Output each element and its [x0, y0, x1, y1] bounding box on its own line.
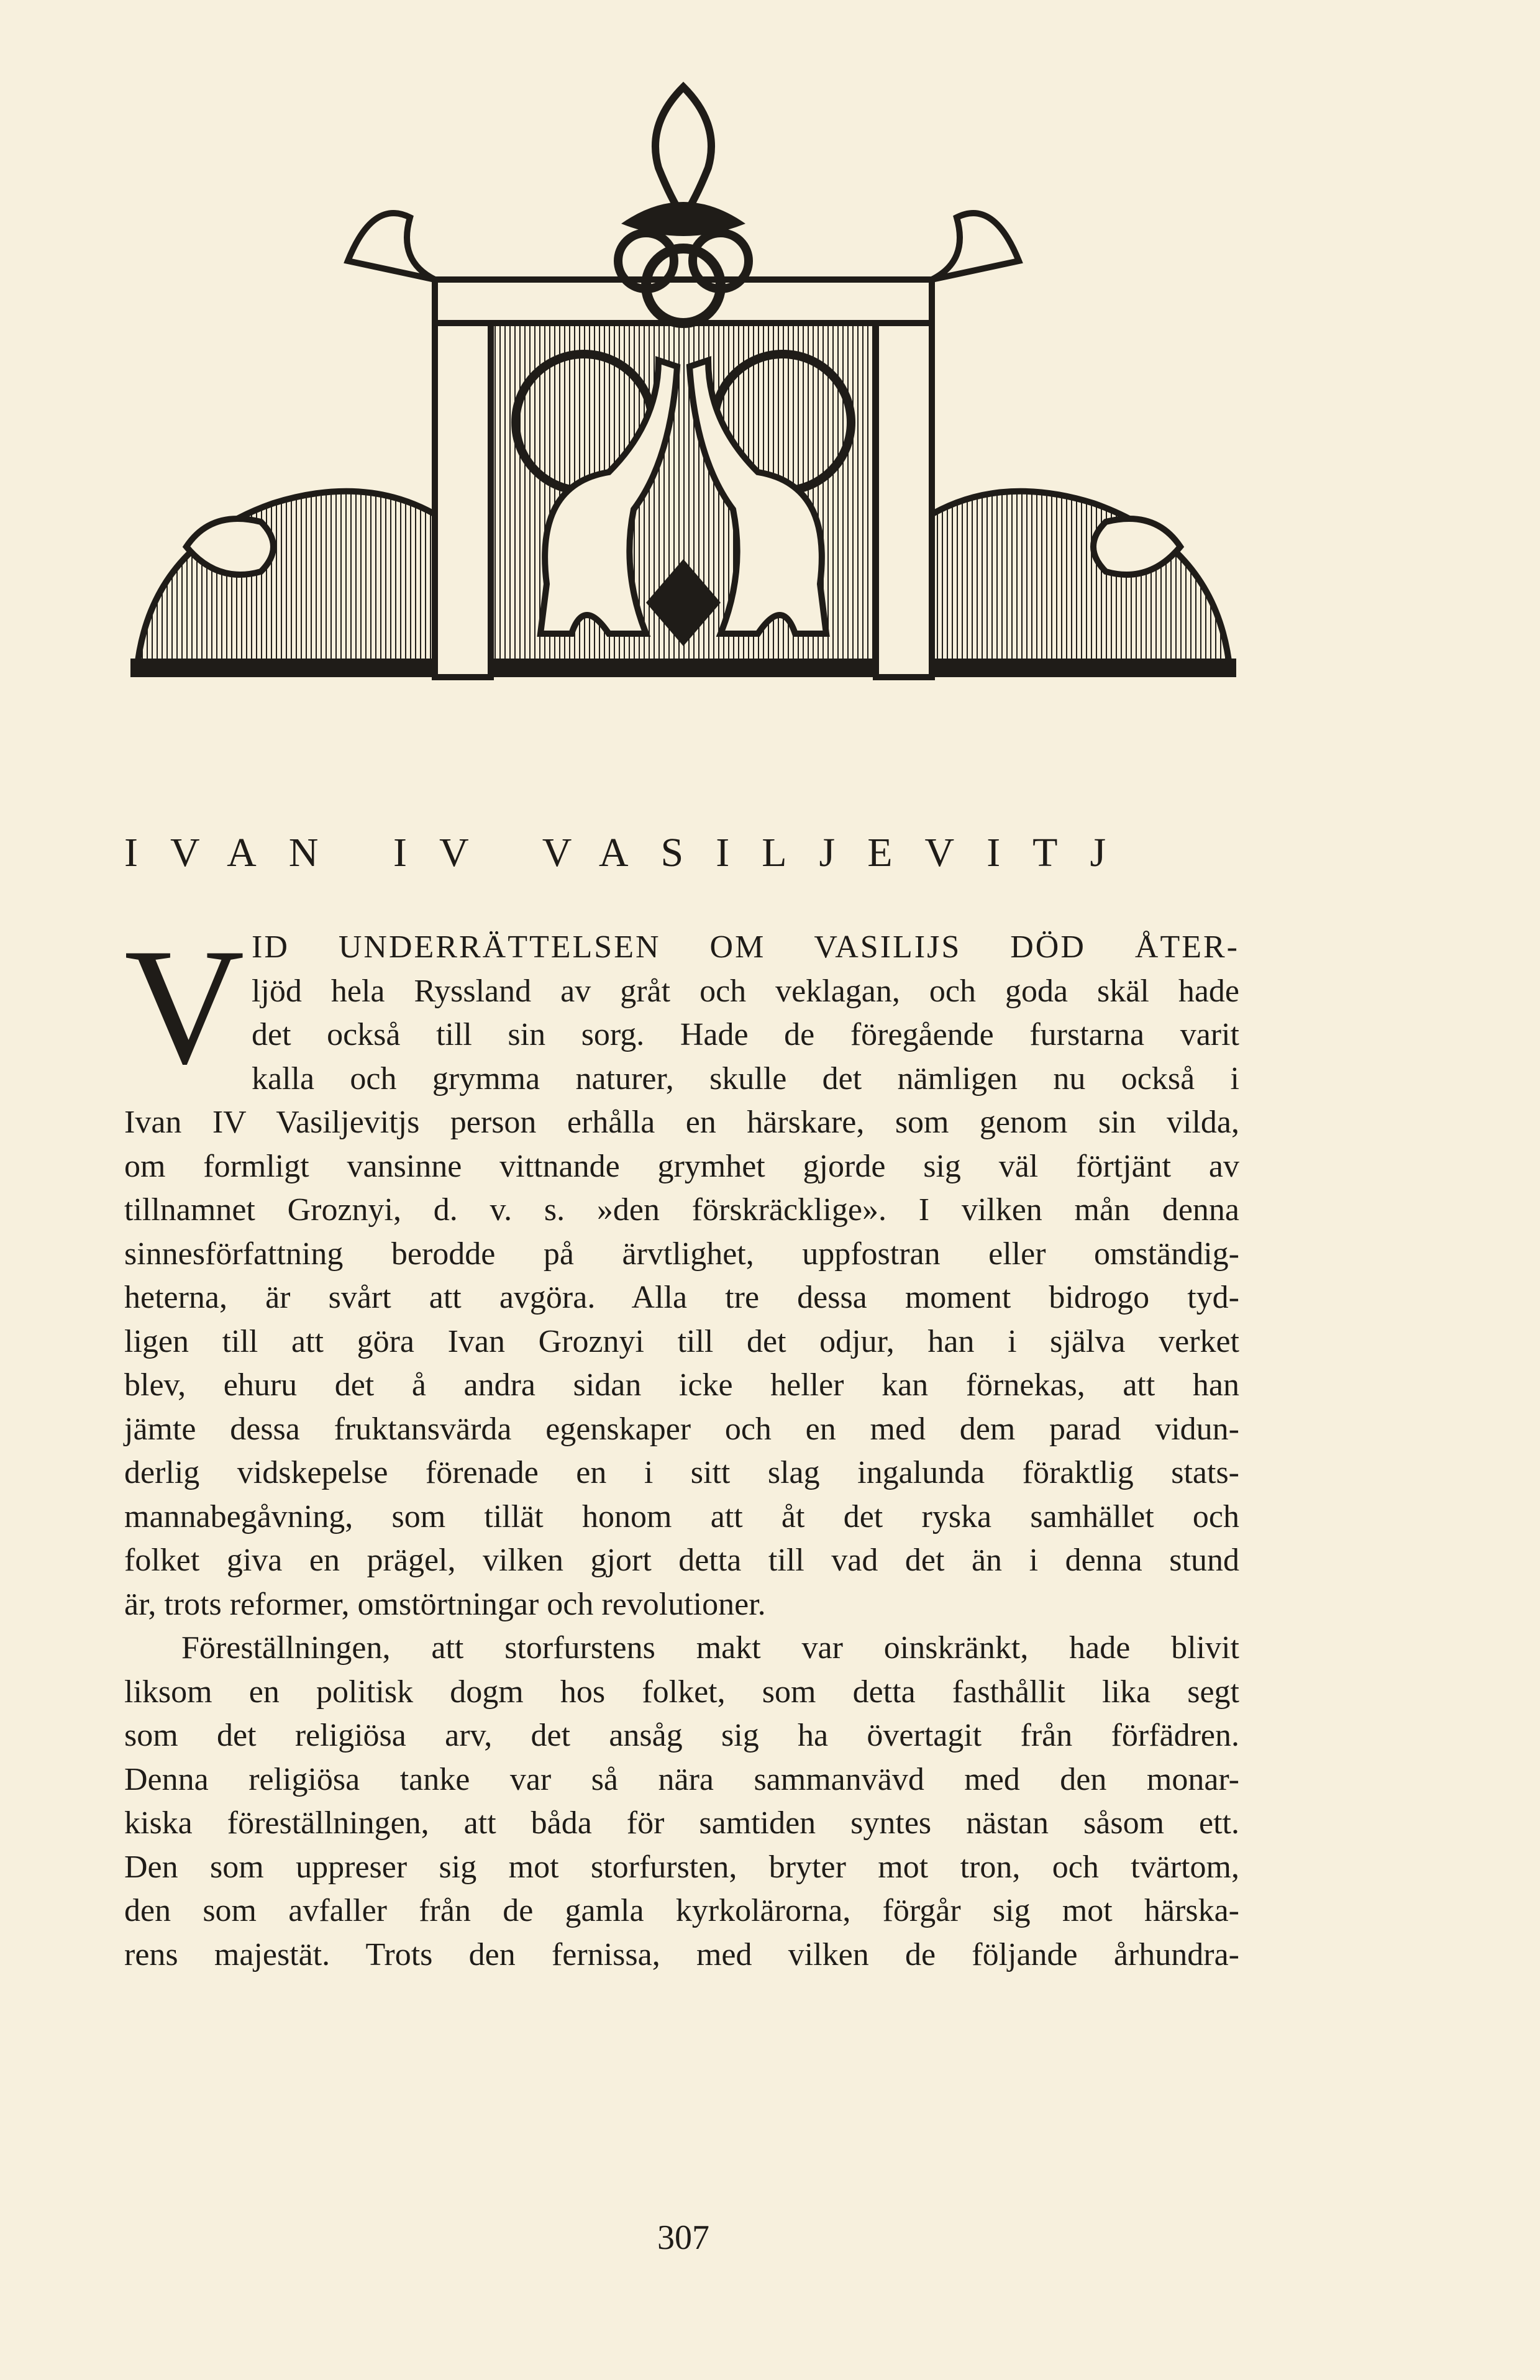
- text-line: jämte dessa fruktansvärda egenskaper och en med dem parad vidun-: [124, 1411, 1239, 1447]
- text-line: Ivan IV Vasiljevitjs person erhålla en härskare, som genom sin vilda,: [124, 1105, 1239, 1140]
- text-line: Föreställningen, att storfurstens makt var oinskränkt, hade blivit: [181, 1630, 1239, 1666]
- text-line: ligen till att göra Ivan Groznyi till det odjur, han i själva verket: [124, 1323, 1239, 1359]
- text-line: Den som uppreser sig mot storfursten, bryter mot tron, och tvärtom,: [124, 1849, 1239, 1885]
- text-line: mannabegåvning, som tillät honom att åt det ryska samhället och: [124, 1498, 1239, 1534]
- text-line: derlig vidskepelse förenade en i sitt slag ingalunda föraktlig stats-: [124, 1455, 1239, 1490]
- text-line: sinnesförfattning berodde på ärvtlighet, uppfostran eller omständig-: [124, 1236, 1239, 1272]
- text-line: tillnamnet Groznyi, d. v. s. »den förskräcklige». I vilken mån denna: [124, 1192, 1239, 1228]
- text-line: heterna, är svårt att avgöra. Alla tre dessa moment bidrogo tyd-: [124, 1280, 1239, 1315]
- text-line: kalla och grymma naturer, skulle det nämligen nu också i: [252, 1060, 1239, 1097]
- text-line: kiska föreställningen, att båda för samtiden syntes nästan såsom ett.: [124, 1805, 1239, 1841]
- page-number: 307: [657, 2218, 709, 2257]
- chapter-title: IVAN IV VASILJEVITJ: [124, 830, 1139, 875]
- text-line: Denna religiösa tanke var så nära sammanvävd med den monar-: [124, 1761, 1239, 1797]
- text-line: liksom en politisk dogm hos folket, som detta fasthållit lika segt: [124, 1674, 1239, 1710]
- body-text: [124, 914, 1239, 1977]
- text-line: den som avfaller från de gamla kyrkolärorna, förgår sig mot härska-: [124, 1893, 1239, 1928]
- text-line: blev, ehuru det å andra sidan icke heller kan förnekas, att han: [124, 1367, 1239, 1403]
- text-line: rens majestät. Trots den fernissa, med vilken de följande århundra-: [124, 1936, 1239, 1972]
- text-line: om formligt vansinne vittnande grymhet gjorde sig väl förtjänt av: [124, 1148, 1239, 1184]
- text-line: som det religiösa arv, det ansåg sig ha övertagit från förfädren.: [124, 1718, 1239, 1753]
- text-line: är, trots reformer, omstörtningar och revolutioner.: [124, 1586, 766, 1622]
- text-line: folket giva en prägel, vilken gjort detta till vad det än i denna stund: [124, 1543, 1239, 1578]
- text-line: ljöd hela Ryssland av gråt och veklagan, och goda skäl hade: [252, 973, 1239, 1009]
- text-line: ID UNDERRÄTTELSEN OM VASILIJS DÖD ÅTER-: [252, 929, 1239, 965]
- ornamental-headpiece-icon: [112, 75, 1255, 721]
- text-line: det också till sin sorg. Hade de föregående furstarna varit: [252, 1017, 1239, 1052]
- drop-cap: V: [124, 914, 245, 1098]
